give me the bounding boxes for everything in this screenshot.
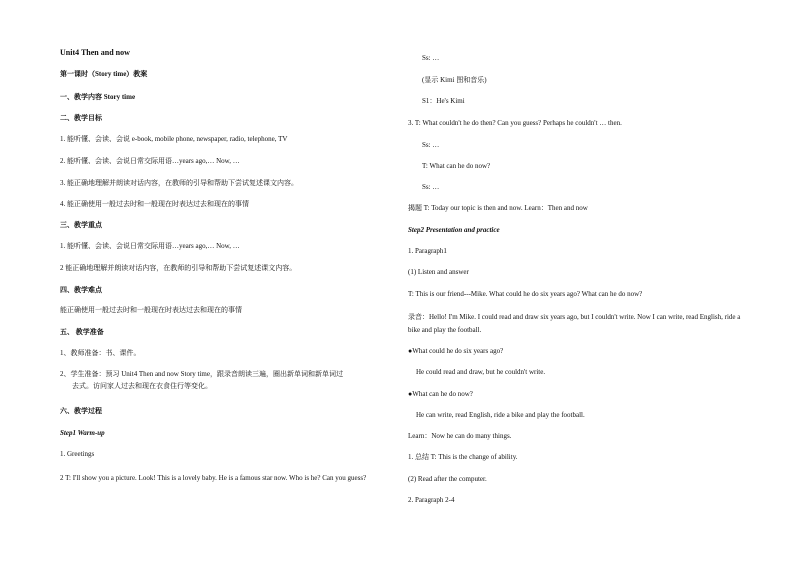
key-item: 1. 能听懂、会读、会说日常交际用语…years ago,… Now, … [60, 242, 240, 250]
dialog-line: T: What can he do now? [422, 162, 491, 170]
prep-item: 2、学生准备：预习 Unit4 Then and now Story time，跟录音朗读三遍，圈出新单词和新单词过 [60, 370, 343, 378]
goal-item: 2. 能听懂、会读、会说日常交际用语…years ago,… Now, … [60, 157, 240, 165]
dialog-line: Ss: … [422, 141, 440, 149]
question-item: ●What can he do now? [408, 390, 473, 398]
section-key-points: 三、教学重点 [60, 221, 102, 229]
section-preparation: 五、 教学准备 [60, 328, 104, 336]
dialog-line: Ss: … [422, 54, 440, 62]
summary-line: 1. 总结 T: This is the change of ability. [408, 453, 518, 461]
question-item: ●What could he do six years ago? [408, 347, 504, 355]
dialog-line: T: This is our friend---Mike. What could he do six years ago? What can he do now? [408, 290, 643, 298]
section-process: 六、教学过程 [60, 407, 102, 415]
answer-item: He could read and draw, but he couldn't write. [416, 368, 546, 376]
note-line: (显示 Kimi 图和音乐) [422, 76, 487, 84]
dialog-line: Ss: … [422, 183, 440, 191]
section-difficulties: 四、教学难点 [60, 286, 102, 294]
step2-heading: Step2 Presentation and practice [408, 226, 500, 234]
topic-line: 揭题 T: Today our topic is then and now. Learn：Then and now [408, 204, 588, 212]
dialog-line: S1：He's Kimi [422, 97, 465, 105]
process-item: (1) Listen and answer [408, 268, 469, 276]
step1-heading: Step1 Warm-up [60, 429, 105, 437]
goal-item: 1. 能听懂、会读、会说 e-book, mobile phone, newspaper, radio, telephone, TV [60, 135, 288, 143]
process-item: 2 T: I'll show you a picture. Look! This is a lovely baby. He is a famous star now. Who is he? Can you guess? [60, 474, 367, 482]
answer-item: He can write, read English, ride a bike and play the football. [416, 411, 585, 419]
difficulty-text: 能正确使用一般过去时和一般现在时表达过去和现在的事情 [60, 306, 242, 314]
prep-item: 1、教师准备：书、课件。 [60, 349, 141, 357]
goal-item: 4. 能正确使用一般过去时和一般现在时表达过去和现在的事情 [60, 200, 249, 208]
learn-line: Learn：Now he can do many things. [408, 432, 512, 440]
goal-item: 3. 能正确地理解并朗读对话内容，在教师的引导和帮助下尝试复述课文内容。 [60, 179, 298, 187]
section-content: 一、教学内容 Story time [60, 93, 136, 101]
section-goals: 二、教学目标 [60, 114, 102, 122]
process-item: (2) Read after the computer. [408, 475, 487, 483]
prep-item-cont: 去式。访问家人过去和现在衣食住行等变化。 [72, 382, 212, 390]
process-item: 1. Greetings [60, 450, 95, 458]
process-item: 2. Paragraph 2-4 [408, 496, 455, 504]
recording-text: 录音：Hello! I'm Mike. I could read and draw six years ago, but I couldn't write. Now I can write, read English, ride a bike and play the football. [408, 313, 741, 334]
doc-title: Unit4 Then and now [60, 48, 130, 57]
doc-subtitle: 第一课时（Story time）教案 [60, 70, 148, 78]
process-item: 1. Paragraph1 [408, 247, 447, 255]
key-item: 2 能正确地理解并朗读对话内容，在教师的引导和帮助下尝试复述课文内容。 [60, 264, 297, 272]
process-item: 3. T: What couldn't he do then? Can you guess? Perhaps he couldn't … then. [408, 119, 622, 127]
